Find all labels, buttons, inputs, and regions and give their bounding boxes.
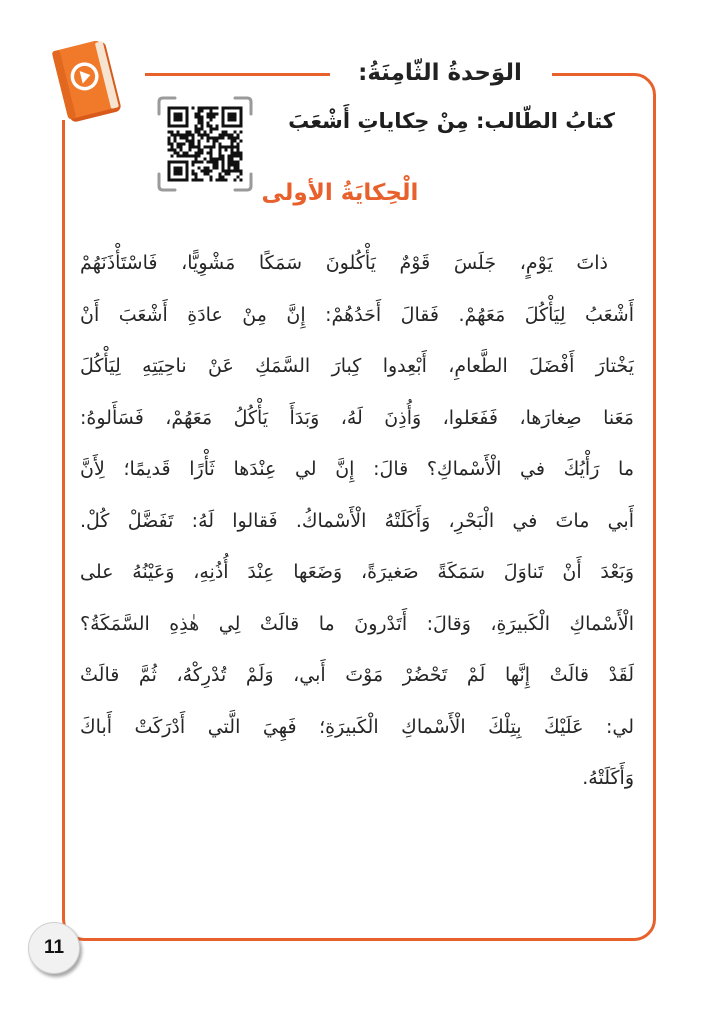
story-line: يَخْتارَ أَفْضَلَ الطَّعامِ، أَبْعِدوا كِبارَ السَّمَكِ عَنْ ناحِيَتِهِ لِيَأْكُلَ <box>80 355 634 377</box>
story-title: الْحِكايَةُ الأولى <box>261 180 419 206</box>
book-play-icon[interactable] <box>48 36 126 128</box>
story-line: أَبي ماتَ في الْبَحْرِ، وَأَكَلَتْهُ الْأَسْماكُ. فَقالوا لَهُ: تَفَضَّلْ كُلْ. <box>80 509 634 532</box>
story-line: لي: عَلَيْكَ بِتِلْكَ الْأَسْماكِ الْكَبيرَةِ؛ فَهِيَ الَّتي أَدْرَكَتْ أَباكَ <box>80 715 634 738</box>
unit-title: الوَحدةُ الثّامِنَةُ: <box>358 60 522 86</box>
story-line: الْأَسْماكِ الْكَبيرَةِ، وَقالَ: أَتَدْرونَ ما قالَتْ لِي هٰذِهِ السَّمَكَةُ؟ <box>80 612 634 635</box>
story-text <box>80 238 634 805</box>
page-number: 11 <box>28 922 80 974</box>
story-line: مَعَنا صِغارَها، فَفَعَلوا، وَأُذِنَ لَهُ، وَبَدَأَ يَأْكُلُ مَعَهُمْ، فَسَأَلوهُ: <box>80 406 634 429</box>
story-line: ذاتَ يَوْمٍ، جَلَسَ قَوْمٌ يَأْكُلونَ سَمَكًا مَشْوِيًّا، فَاسْتَأْذَنَهُمْ <box>80 252 608 274</box>
story-line: لَقَدْ قالَتْ إِنَّها لَمْ تَحْضُرْ مَوْتَ أَبي، وَلَمْ تُدْرِكْهُ، ثُمَّ قالَتْ <box>80 664 634 686</box>
story-line: ما رَأْيُكَ في الْأَسْماكِ؟ قالَ: إِنَّ لي عِنْدَها ثَأْرًا قَديمًا؛ لِأَنَّ <box>80 458 634 480</box>
qr-pattern <box>168 107 243 182</box>
story-line: أَشْعَبُ لِيَأْكُلَ مَعَهُمْ. فَقالَ أَحَدُهُمْ: إِنَّ مِنْ عادَةِ أَشْعَبَ أَنْ <box>80 303 634 326</box>
story-line: وَأَكَلَتْهُ. <box>582 767 634 789</box>
qr-code[interactable] <box>157 96 253 192</box>
book-subtitle: كتابُ الطّالب: مِنْ حِكاياتِ أَشْعَبَ <box>288 109 615 133</box>
story-line: وَبَعْدَ أَنْ تَناوَلَ سَمَكَةً صَغيرَةً، وَضَعَها عِنْدَ أُذُنِهِ، وَعَيْنُهُ على <box>80 561 634 583</box>
